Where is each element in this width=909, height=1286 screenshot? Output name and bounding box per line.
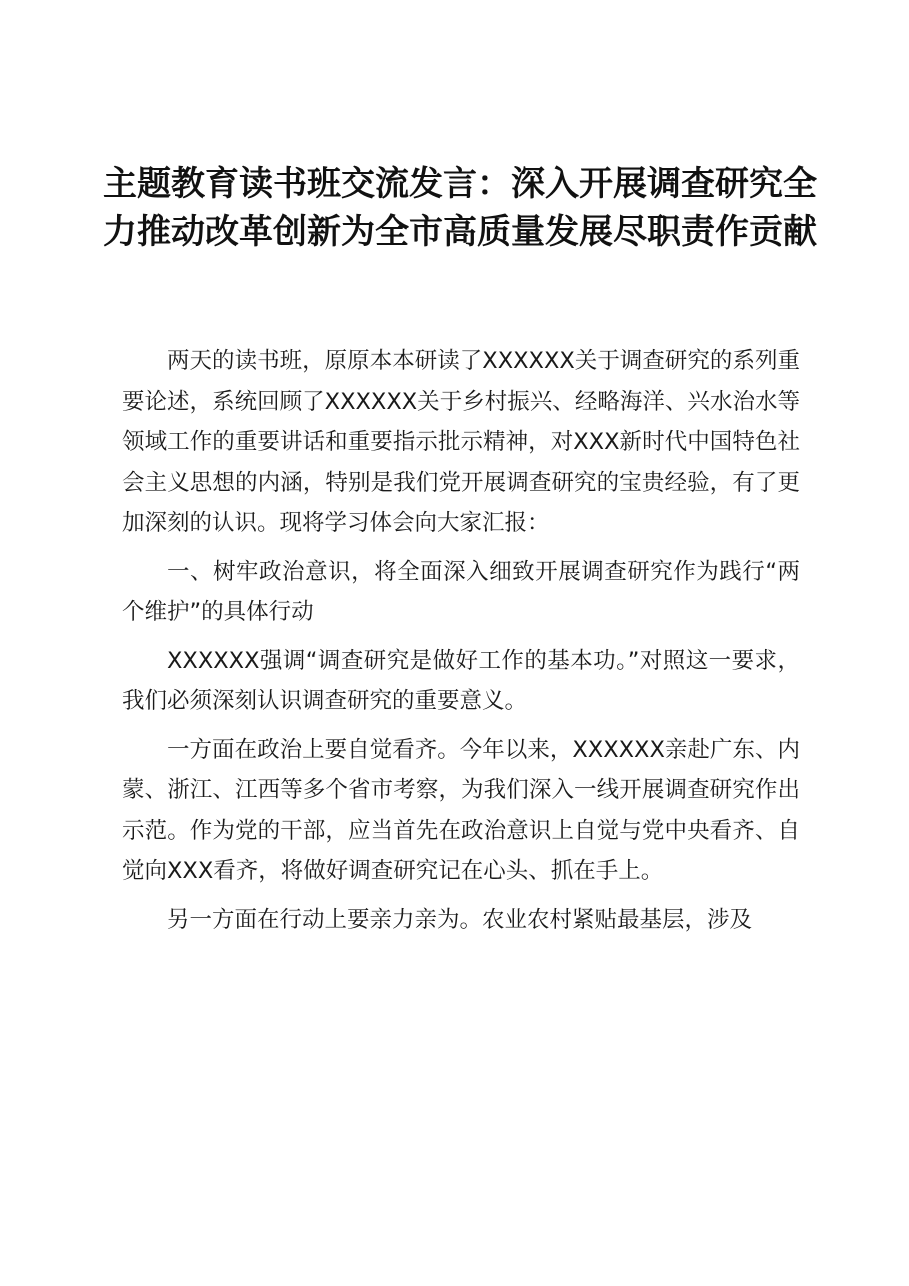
paragraph-intro: 两天的读书班，原原本本研读了XXXXXX关于调查研究的系列重要论述，系统回顾了XXXXXX关于乡村振兴、经略海洋、兴水治水等领域工作的重要讲话和重要指示批示精神，对XXX新时代中国特色社会主义思想的内涵，特别是我们党开展调查研究的宝贵经验，有了更加深刻的认识。现将学习体会向大家汇报： <box>122 348 800 536</box>
document-body <box>122 341 800 948</box>
paragraph-quote: XXXXXX强调“调查研究是做好工作的基本功。”对照这一要求，我们必须深刻认识调查研究的重要意义。 <box>122 647 800 714</box>
document-title: 主题教育读书班交流发言：深入开展调查研究全力推动改革创新为全市高质量发展尽职责作贡献 <box>103 164 817 252</box>
paragraph-political: 一方面在政治上要自觉看齐。今年以来，XXXXXX亲赴广东、内蒙、浙江、江西等多个省市考察，为我们深入一线开展调查研究作出示范。作为党的干部，应当首先在政治意识上自觉与党中央看齐、自觉向XXX看齐，将做好调查研究记在心头、抓在手上。 <box>122 736 800 884</box>
paragraph-action: 另一方面在行动上要亲力亲为。农业农村紧贴最基层，涉及 <box>167 906 753 933</box>
section-heading-1: 一、树牢政治意识，将全面深入细致开展调查研究作为践行“两个维护”的具体行动 <box>122 558 800 625</box>
